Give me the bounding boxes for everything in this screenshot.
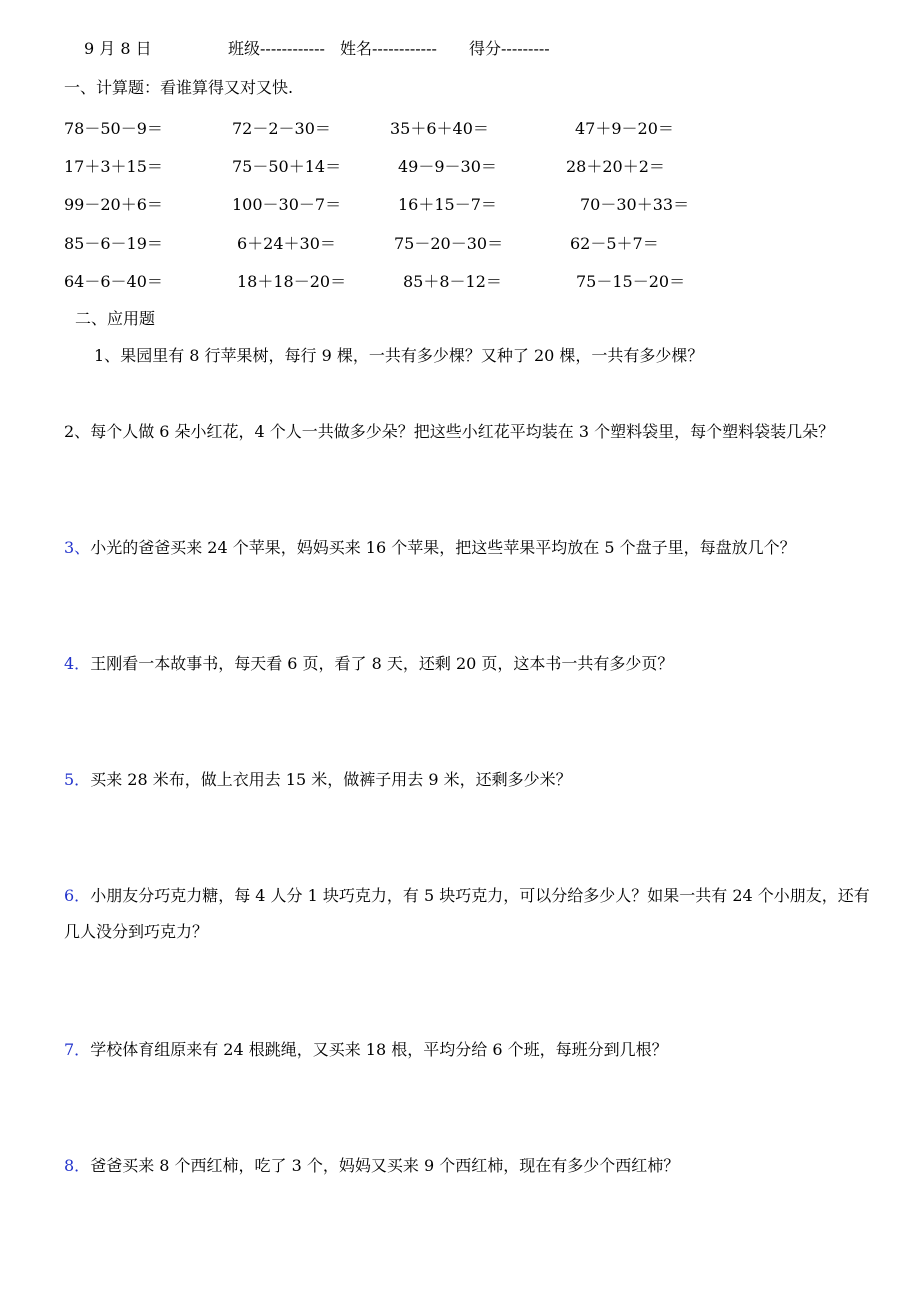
calc-item: 99－20＋6＝ xyxy=(64,195,163,214)
calc-item: 85－6－19＝ xyxy=(64,234,163,253)
calc-item: 64－6－40＝ xyxy=(64,272,163,291)
calc-item: 85＋8－12＝ xyxy=(403,272,502,291)
calc-item: 75－20－30＝ xyxy=(394,234,504,253)
calc-item: 49－9－30＝ xyxy=(398,157,497,176)
problem-number: 5． xyxy=(64,770,91,789)
calc-item: 100－30－7＝ xyxy=(232,195,342,214)
calc-row xyxy=(0,231,920,253)
calc-item: 72－2－30＝ xyxy=(232,119,331,138)
word-problem-8 xyxy=(64,1148,872,1184)
name-field[interactable]: 姓名------------ xyxy=(340,39,437,58)
problem-text: 学校体育组原来有 24 根跳绳，又买来 18 根，平均分给 6 个班，每班分到几根？ xyxy=(90,1040,668,1059)
calc-item: 35＋6＋40＝ xyxy=(390,119,489,138)
class-field[interactable]: 班级------------ xyxy=(228,39,325,58)
word-problem-5 xyxy=(64,762,872,798)
word-problem-1 xyxy=(94,338,884,374)
problem-number: 7． xyxy=(64,1040,91,1059)
problem-text: 果园里有 8 行苹果树，每行 9 棵，一共有多少棵？又种了 20 棵，一共有多少棵？ xyxy=(120,346,704,365)
calc-item: 17＋3＋15＝ xyxy=(64,157,163,176)
calc-item: 47＋9－20＝ xyxy=(575,119,674,138)
calc-item: 6＋24＋30＝ xyxy=(237,234,336,253)
problem-text: 爸爸买来 8 个西红柿，吃了 3 个，妈妈又买来 9 个西红柿，现在有多少个西红柿？ xyxy=(90,1156,680,1175)
word-problem-2 xyxy=(64,414,872,450)
problem-number: 6． xyxy=(64,886,91,905)
problem-text: 买来 28 米布，做上衣用去 15 米，做裤子用去 9 米，还剩多少米？ xyxy=(90,770,572,789)
score-field[interactable]: 得分--------- xyxy=(469,39,550,58)
calc-item: 28＋20＋2＝ xyxy=(566,157,665,176)
calc-row xyxy=(0,116,920,138)
word-problem-6 xyxy=(64,878,872,950)
word-problem-4 xyxy=(64,646,872,682)
problem-number: 1、 xyxy=(94,346,121,365)
calc-row xyxy=(0,269,920,291)
problem-number: 2、 xyxy=(64,422,91,441)
calc-item: 62－5＋7＝ xyxy=(570,234,659,253)
problem-number: 4． xyxy=(64,654,91,673)
problem-number: 8． xyxy=(64,1156,91,1175)
problem-text: 小光的爸爸买来 24 个苹果，妈妈买来 16 个苹果，把这些苹果平均放在 5 个盘子里，每盘放几个？ xyxy=(90,538,796,557)
problem-text: 小朋友分巧克力糖，每 4 人分 1 块巧克力，有 5 块巧克力，可以分给多少人？如果一共有 24 个小朋友，还有几人没分到巧克力？ xyxy=(64,886,870,941)
calc-item: 18＋18－20＝ xyxy=(237,272,347,291)
problem-text: 每个人做 6 朵小红花，4 个人一共做多少朵？把这些小红花平均装在 3 个塑料袋里，每个塑料袋装几朵？ xyxy=(90,422,835,441)
date-label: 9 月 8 日 xyxy=(84,39,152,58)
section-calc-title: 一、计算题：看谁算得又对又快. xyxy=(64,78,294,97)
calc-row xyxy=(0,192,920,214)
calc-item: 70－30＋33＝ xyxy=(580,195,690,214)
calc-item: 75－15－20＝ xyxy=(576,272,686,291)
section-word-problems-title: 二、应用题 xyxy=(75,309,156,328)
calc-item: 78－50－9＝ xyxy=(64,119,163,138)
problem-text: 王刚看一本故事书，每天看 6 页，看了 8 天，还剩 20 页，这本书一共有多少页？ xyxy=(90,654,674,673)
word-problem-3 xyxy=(64,530,884,566)
calc-item: 16＋15－7＝ xyxy=(398,195,497,214)
word-problem-7 xyxy=(64,1032,872,1068)
calc-row xyxy=(0,154,920,176)
calc-item: 75－50＋14＝ xyxy=(232,157,342,176)
header-row xyxy=(0,38,920,60)
problem-number: 3、 xyxy=(64,538,91,557)
